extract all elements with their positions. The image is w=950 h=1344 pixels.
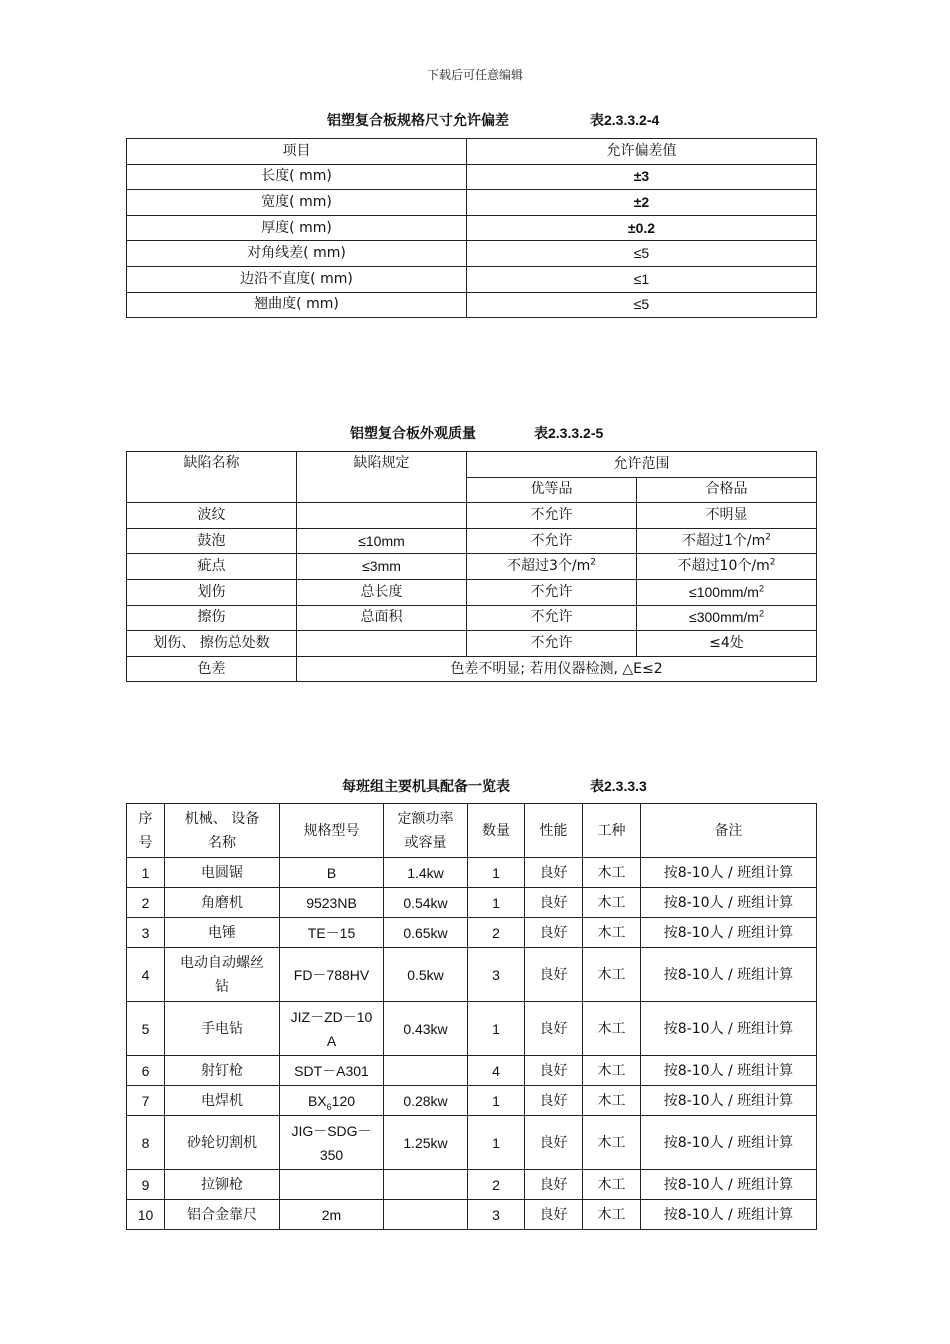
excellent-text: 不超过3个/m bbox=[507, 558, 591, 575]
row-remark: 按8-10人 / 班组计算 bbox=[641, 888, 817, 918]
row-model bbox=[280, 1086, 384, 1116]
row-remark: 按8-10人 / 班组计算 bbox=[641, 1002, 817, 1056]
row-remark: 按8-10人 / 班组计算 bbox=[641, 918, 817, 948]
row-trade: 木工 bbox=[583, 1002, 641, 1056]
table2-title-text: 铝塑复合板外观质量 bbox=[350, 426, 476, 442]
table-row bbox=[127, 241, 817, 267]
row-power bbox=[384, 1170, 468, 1200]
row-trade: 木工 bbox=[583, 1200, 641, 1230]
excellent-value: 不允许 bbox=[467, 579, 637, 605]
row-power: 0.54kw bbox=[384, 888, 468, 918]
table-row bbox=[127, 1170, 817, 1200]
header-excellent: 优等品 bbox=[467, 477, 637, 503]
row-power: 0.5kw bbox=[384, 948, 468, 1002]
table-row bbox=[127, 164, 817, 190]
table-row bbox=[127, 579, 817, 605]
table-row bbox=[127, 1200, 817, 1230]
row-model bbox=[280, 1116, 384, 1170]
header-remark: 备注 bbox=[641, 804, 817, 858]
row-remark: 按8-10人 / 班组计算 bbox=[641, 858, 817, 888]
table1-number-text: 表2.3.3.2-4 bbox=[590, 112, 660, 128]
row-power: 1.25kw bbox=[384, 1116, 468, 1170]
row-no: 3 bbox=[127, 918, 165, 948]
qualified-text: ≤300mm/m bbox=[689, 609, 759, 626]
header-qty: 数量 bbox=[468, 804, 525, 858]
excellent-value: 不允许 bbox=[467, 631, 637, 657]
row-name: 射钉枪 bbox=[165, 1056, 280, 1086]
defect-rule bbox=[297, 503, 467, 529]
row-model: 9523NB bbox=[280, 888, 384, 918]
header-name bbox=[165, 804, 280, 858]
table-row bbox=[127, 528, 817, 554]
table-row bbox=[127, 858, 817, 888]
qualified-value bbox=[637, 554, 817, 580]
header-seq-line1: 序 bbox=[138, 810, 153, 827]
defect-name: 擦伤 bbox=[127, 605, 297, 631]
table2-number-text: 表2.3.3.2-5 bbox=[534, 425, 604, 441]
row-perf: 良好 bbox=[525, 948, 583, 1002]
row-no: 7 bbox=[127, 1086, 165, 1116]
row-trade: 木工 bbox=[583, 888, 641, 918]
header-allowed-deviation: 允许偏差值 bbox=[467, 139, 817, 165]
table-row bbox=[127, 1116, 817, 1170]
row-no: 6 bbox=[127, 1056, 165, 1086]
table-row bbox=[127, 1086, 817, 1116]
row-name bbox=[165, 948, 280, 1002]
qualified-text: 不超过10个/m bbox=[677, 558, 770, 575]
row-model bbox=[280, 1170, 384, 1200]
row-model: FD－788HV bbox=[280, 948, 384, 1002]
row-remark: 按8-10人 / 班组计算 bbox=[641, 948, 817, 1002]
excellent-value: 不允许 bbox=[467, 503, 637, 529]
qualified-value bbox=[637, 605, 817, 631]
row-value: ≤5 bbox=[467, 292, 817, 318]
row-trade: 木工 bbox=[583, 918, 641, 948]
row-perf: 良好 bbox=[525, 1086, 583, 1116]
table1 bbox=[126, 138, 817, 318]
row-trade: 木工 bbox=[583, 1116, 641, 1170]
color-diff-value: 色差不明显; 若用仪器检测, △E≤2 bbox=[297, 656, 817, 682]
row-qty: 1 bbox=[468, 1086, 525, 1116]
row-qty: 1 bbox=[468, 858, 525, 888]
table-header-row bbox=[127, 452, 817, 478]
row-power bbox=[384, 1056, 468, 1086]
table-row bbox=[127, 554, 817, 580]
row-model-subscript: 6 bbox=[326, 1101, 332, 1112]
header-name-line1: 机械、 设备 bbox=[184, 810, 260, 827]
defect-rule: 总长度 bbox=[297, 579, 467, 605]
row-perf: 良好 bbox=[525, 1170, 583, 1200]
header-name-line2: 名称 bbox=[208, 834, 236, 851]
excellent-value bbox=[467, 554, 637, 580]
defect-rule: ≤3mm bbox=[297, 554, 467, 580]
qualified-value: 不明显 bbox=[637, 503, 817, 529]
table-row bbox=[127, 1002, 817, 1056]
row-perf: 良好 bbox=[525, 918, 583, 948]
row-name: 电圆锯 bbox=[165, 858, 280, 888]
defect-rule bbox=[297, 631, 467, 657]
row-item: 宽度( mm) bbox=[127, 190, 467, 216]
row-name-line2: 钻 bbox=[215, 978, 229, 995]
table-row bbox=[127, 918, 817, 948]
defect-name: 疵点 bbox=[127, 554, 297, 580]
row-name: 电锤 bbox=[165, 918, 280, 948]
row-item: 对角线差( mm) bbox=[127, 241, 467, 267]
header-power-line2: 或容量 bbox=[404, 834, 447, 851]
row-name: 砂轮切割机 bbox=[165, 1116, 280, 1170]
table3-title bbox=[342, 776, 510, 796]
row-perf: 良好 bbox=[525, 1200, 583, 1230]
table1-title bbox=[327, 110, 509, 130]
row-item: 翘曲度( mm) bbox=[127, 292, 467, 318]
row-perf: 良好 bbox=[525, 1116, 583, 1170]
row-remark: 按8-10人 / 班组计算 bbox=[641, 1200, 817, 1230]
table-row bbox=[127, 1056, 817, 1086]
defect-name: 划伤 bbox=[127, 579, 297, 605]
unit-superscript: 2 bbox=[765, 532, 771, 543]
row-value: ≤5 bbox=[467, 241, 817, 267]
unit-superscript: 2 bbox=[758, 583, 764, 594]
header-allowed-range: 允许范围 bbox=[467, 452, 817, 478]
table-row bbox=[127, 631, 817, 657]
row-power: 1.4kw bbox=[384, 858, 468, 888]
row-power: 0.43kw bbox=[384, 1002, 468, 1056]
row-name-line1: 电动自动螺丝 bbox=[180, 954, 264, 971]
row-qty: 1 bbox=[468, 1116, 525, 1170]
row-model-line2: 350 bbox=[319, 1146, 344, 1163]
row-no: 4 bbox=[127, 948, 165, 1002]
row-name: 角磨机 bbox=[165, 888, 280, 918]
row-model: SDT－A301 bbox=[280, 1056, 384, 1086]
excellent-value: 不允许 bbox=[467, 528, 637, 554]
table-row bbox=[127, 888, 817, 918]
table-row bbox=[127, 605, 817, 631]
header-seq bbox=[127, 804, 165, 858]
row-item: 长度( mm) bbox=[127, 164, 467, 190]
table-header-row bbox=[127, 139, 817, 165]
table2-title bbox=[350, 423, 476, 443]
table-header-row bbox=[127, 804, 817, 858]
row-no: 9 bbox=[127, 1170, 165, 1200]
row-model-line2: A bbox=[326, 1032, 337, 1049]
row-model bbox=[280, 1002, 384, 1056]
row-power: 0.28kw bbox=[384, 1086, 468, 1116]
header-trade: 工种 bbox=[583, 804, 641, 858]
header-item: 项目 bbox=[127, 139, 467, 165]
defect-name: 鼓泡 bbox=[127, 528, 297, 554]
table-row bbox=[127, 190, 817, 216]
row-model: B bbox=[280, 858, 384, 888]
table1-title-text: 铝塑复合板规格尺寸允许偏差 bbox=[327, 113, 509, 129]
row-model-suffix: 120 bbox=[331, 1092, 356, 1109]
row-no: 10 bbox=[127, 1200, 165, 1230]
row-model-line1: JIZ－ZD－10 bbox=[290, 1008, 373, 1025]
row-power bbox=[384, 1200, 468, 1230]
table-row bbox=[127, 948, 817, 1002]
table-row bbox=[127, 215, 817, 241]
row-perf: 良好 bbox=[525, 1056, 583, 1086]
qualified-value bbox=[637, 528, 817, 554]
row-remark: 按8-10人 / 班组计算 bbox=[641, 1086, 817, 1116]
row-value: ±3 bbox=[467, 164, 817, 190]
defect-name: 色差 bbox=[127, 656, 297, 682]
row-no: 2 bbox=[127, 888, 165, 918]
row-model: TE－15 bbox=[280, 918, 384, 948]
row-name: 手电钻 bbox=[165, 1002, 280, 1056]
table2 bbox=[126, 451, 817, 682]
header-defect-rule: 缺陷规定 bbox=[297, 452, 467, 503]
row-qty: 2 bbox=[468, 918, 525, 948]
row-qty: 1 bbox=[468, 1002, 525, 1056]
table-row bbox=[127, 266, 817, 292]
row-qty: 2 bbox=[468, 1170, 525, 1200]
qualified-value: ≤4处 bbox=[637, 631, 817, 657]
excellent-value: 不允许 bbox=[467, 605, 637, 631]
row-perf: 良好 bbox=[525, 888, 583, 918]
row-item: 边沿不直度( mm) bbox=[127, 266, 467, 292]
header-note: 下载后可任意编辑 bbox=[426, 68, 523, 82]
row-qty: 1 bbox=[468, 888, 525, 918]
unit-superscript: 2 bbox=[590, 557, 596, 568]
qualified-value bbox=[637, 579, 817, 605]
row-qty: 3 bbox=[468, 1200, 525, 1230]
row-power: 0.65kw bbox=[384, 918, 468, 948]
row-perf: 良好 bbox=[525, 858, 583, 888]
row-remark: 按8-10人 / 班组计算 bbox=[641, 1056, 817, 1086]
table3-title-text: 每班组主要机具配备一览表 bbox=[342, 779, 510, 795]
row-value: ±2 bbox=[467, 190, 817, 216]
table3-number-text: 表2.3.3.3 bbox=[590, 778, 647, 794]
header-power bbox=[384, 804, 468, 858]
table3-number bbox=[590, 776, 647, 796]
row-trade: 木工 bbox=[583, 1170, 641, 1200]
row-remark: 按8-10人 / 班组计算 bbox=[641, 1170, 817, 1200]
header-qualified: 合格品 bbox=[637, 477, 817, 503]
defect-name: 划伤、 擦伤总处数 bbox=[127, 631, 297, 657]
row-no: 5 bbox=[127, 1002, 165, 1056]
header-power-line1: 定额功率 bbox=[397, 810, 454, 827]
table-row bbox=[127, 292, 817, 318]
row-remark: 按8-10人 / 班组计算 bbox=[641, 1116, 817, 1170]
defect-rule: 总面积 bbox=[297, 605, 467, 631]
row-qty: 3 bbox=[468, 948, 525, 1002]
header-perf: 性能 bbox=[525, 804, 583, 858]
row-value: ≤1 bbox=[467, 266, 817, 292]
row-perf: 良好 bbox=[525, 1002, 583, 1056]
table3 bbox=[126, 803, 817, 1230]
row-qty: 4 bbox=[468, 1056, 525, 1086]
qualified-text: 不超过1个/m bbox=[682, 532, 766, 549]
unit-superscript: 2 bbox=[769, 557, 776, 568]
row-trade: 木工 bbox=[583, 858, 641, 888]
row-trade: 木工 bbox=[583, 948, 641, 1002]
header-seq-line2: 号 bbox=[138, 834, 153, 851]
unit-superscript: 2 bbox=[758, 608, 764, 619]
row-model-prefix: BX bbox=[307, 1092, 327, 1109]
qualified-text: ≤100mm/m bbox=[689, 583, 759, 600]
table-row bbox=[127, 656, 817, 682]
row-no: 1 bbox=[127, 858, 165, 888]
header-model: 规格型号 bbox=[280, 804, 384, 858]
table-row bbox=[127, 503, 817, 529]
row-name: 拉铆枪 bbox=[165, 1170, 280, 1200]
row-model-line1: JIG－SDG－ bbox=[291, 1122, 372, 1139]
table1-number bbox=[590, 110, 659, 130]
defect-name: 波纹 bbox=[127, 503, 297, 529]
row-value: ±0.2 bbox=[467, 215, 817, 241]
defect-rule: ≤10mm bbox=[297, 528, 467, 554]
row-item: 厚度( mm) bbox=[127, 215, 467, 241]
row-name: 电焊机 bbox=[165, 1086, 280, 1116]
row-trade: 木工 bbox=[583, 1086, 641, 1116]
header-defect-name: 缺陷名称 bbox=[127, 452, 297, 503]
row-trade: 木工 bbox=[583, 1056, 641, 1086]
row-name: 铝合金靠尺 bbox=[165, 1200, 280, 1230]
table2-number bbox=[534, 423, 603, 443]
row-model: 2m bbox=[280, 1200, 384, 1230]
row-no: 8 bbox=[127, 1116, 165, 1170]
